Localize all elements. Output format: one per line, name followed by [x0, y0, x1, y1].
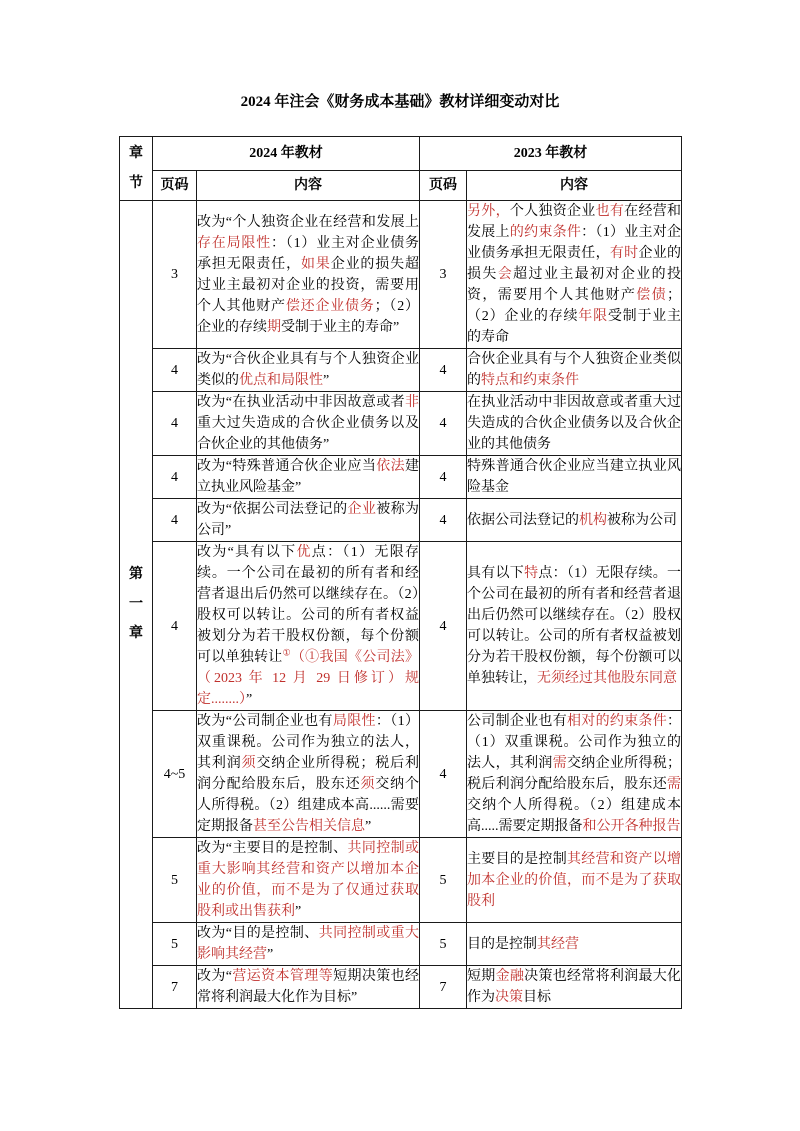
page-2024-cell: 4~5	[153, 711, 197, 838]
changed-text-segment: 营运资本管理等	[232, 969, 334, 984]
changed-text-segment: 年限	[578, 309, 608, 324]
content-2024-cell	[197, 542, 420, 711]
text-segment: ”	[246, 692, 253, 707]
text-segment: 公司制企业也有	[467, 714, 567, 729]
table-row	[120, 542, 682, 711]
text-segment: 改为“公司制企业也有	[197, 714, 333, 729]
changed-text-segment: 企业	[347, 502, 377, 517]
header-2023-edition: 2023 年教材	[420, 137, 682, 171]
text-segment: ；（2）企业的存续	[197, 298, 420, 335]
text-segment: 点：（1）无限存续。一个公司在最初的所有者和经营者退出后仍然可以继续存在。（2）股权可以转让。公司的所有者权益被划分为若干股权份额，每个份额可以单独转让	[197, 545, 420, 665]
text-segment: 改为“在执业活动中非因故意或者	[197, 395, 405, 410]
text-segment: 重大过失造成的合伙企业债务以及合伙企业的其他债务”	[197, 416, 419, 452]
table-row	[120, 923, 682, 966]
page-2023-cell: 7	[420, 966, 467, 1009]
changed-text-segment: 偿还企业债务	[285, 298, 375, 314]
content-2024-cell	[197, 349, 420, 392]
text-segment: 个人独资企业	[509, 204, 596, 219]
content-2023-cell	[467, 499, 682, 542]
page-2023-cell: 4	[420, 456, 467, 499]
page-2024-cell: 5	[153, 923, 197, 966]
text-segment: 在执业活动中非因故意或者重大过失造成的合伙企业债务以及合伙企业的其他债务	[467, 395, 681, 452]
header-content-2023: 内容	[467, 171, 682, 201]
table-row	[120, 201, 682, 349]
changed-text-segment: 其经营和资产以增加本企业的价值，而不是为了获取股利	[467, 851, 681, 909]
text-segment: 超过业主最初对企业的投资，需要用个人其他财产	[467, 267, 682, 303]
page-2024-cell: 4	[153, 392, 197, 456]
text-segment: 改为“主要目的是控制、	[197, 841, 348, 856]
table-row	[120, 499, 682, 542]
text-segment: 受制于业主的寿命	[467, 309, 682, 345]
changed-text-segment: 特点和约束条件	[481, 373, 579, 388]
text-segment: ”	[267, 947, 274, 962]
text-segment: ；（2）企业的存续	[467, 288, 682, 324]
changed-text-segment: 另外，	[467, 204, 510, 219]
page-2024-cell: 5	[153, 838, 197, 923]
changed-text-segment: 需	[667, 777, 681, 792]
page-2023-cell: 4	[420, 499, 467, 542]
changed-text-segment: 金融	[495, 969, 525, 984]
text-segment: 依据公司法登记的	[467, 512, 579, 528]
content-2023-cell	[467, 349, 682, 392]
text-segment: 改为“特殊普通合伙企业应当	[197, 459, 377, 474]
page-2024-cell: 4	[153, 542, 197, 711]
table-row	[120, 838, 682, 923]
page-2023-cell: 5	[420, 838, 467, 923]
content-2023-cell	[467, 966, 682, 1009]
text-segment: 主要目的是控制	[467, 851, 567, 867]
text-segment: ”	[295, 904, 302, 919]
text-segment: 短期决策也经常将利润最大化作为目标”	[197, 969, 420, 1005]
content-2024-cell	[197, 456, 420, 499]
table-row	[120, 711, 682, 838]
changed-text-segment: 依法	[376, 459, 406, 474]
chapter-cell	[120, 201, 153, 1009]
changed-text-segment: 存在局限性	[197, 235, 271, 251]
changed-text-segment: 其经营	[537, 936, 579, 952]
content-2023-cell	[467, 711, 682, 838]
text-segment: 改为“合伙企业具有与个人独资企业类似的	[197, 352, 419, 388]
changed-text-segment: 如果	[301, 256, 331, 272]
header-row-subcolumns	[120, 171, 682, 201]
changed-text-segment: 须	[360, 777, 376, 792]
text-segment: 改为“具有以下	[197, 545, 297, 560]
content-2023-cell	[467, 838, 682, 923]
changed-text-segment: 决策	[495, 990, 523, 1005]
text-segment: 目的是控制	[467, 936, 537, 952]
text-segment: 交纳个人所得税。（2）组建成本高.....需要定期报备	[467, 798, 681, 834]
content-2024-cell	[197, 838, 420, 923]
text-segment: 具有以下	[467, 566, 525, 581]
changed-text-segment: （①我国《公司法》（2023 年 12 月 29 日修订）规定........）	[197, 650, 420, 707]
changed-text-segment: 机构	[579, 512, 607, 528]
changed-text-segment: 相对的约束条件	[567, 714, 667, 729]
header-page-2024: 页码	[153, 171, 197, 201]
page-2023-cell: 4	[420, 392, 467, 456]
text-segment: 企业的损失超过业主最初对企业的投资，需要用个人其他财产	[197, 256, 420, 314]
changed-text-segment: 偿债	[636, 288, 668, 303]
text-segment: ：（1）业主对企业债务承担无限责任，	[467, 225, 682, 261]
changed-text-segment: 非	[405, 395, 419, 410]
content-2024-cell	[197, 966, 420, 1009]
chapter-label: 第一章	[129, 567, 143, 642]
changed-text-segment: 需	[552, 756, 568, 771]
page-2024-cell: 4	[153, 499, 197, 542]
text-segment: 交纳企业所得税；税后利润分配给股东后，股东还	[467, 756, 682, 792]
page-2023-cell: 4	[420, 542, 467, 711]
table-row	[120, 349, 682, 392]
changed-text-segment: 特	[524, 566, 539, 581]
header-chapter-label: 章节	[129, 146, 143, 191]
text-segment: ：（1）业主对企业债务承担无限责任，	[197, 235, 419, 272]
page-2023-cell: 3	[420, 201, 467, 349]
table-row	[120, 456, 682, 499]
table-header	[120, 137, 682, 201]
changed-text-segment: 共同控制或重大影响其经营	[197, 926, 419, 962]
text-segment: 特殊普通合伙企业应当建立执业风险基金	[467, 459, 681, 495]
content-2024-cell	[197, 392, 420, 456]
text-segment: 短期	[467, 969, 496, 984]
text-segment: 在经营和发展上	[467, 204, 682, 240]
changed-text-segment: 须	[241, 756, 257, 771]
text-segment: 目标	[523, 990, 551, 1005]
content-2023-cell	[467, 392, 682, 456]
page-2023-cell: 4	[420, 349, 467, 392]
text-segment: 被称为公司	[607, 512, 677, 528]
text-segment: 改为“目的是控制、	[197, 926, 319, 941]
text-segment: 合伙企业具有与个人独资企业类似的	[467, 352, 681, 388]
page-2024-cell: 4	[153, 456, 197, 499]
changed-text-segment: ①	[282, 647, 291, 658]
changed-text-segment: 也有	[595, 204, 625, 219]
header-chapter	[120, 137, 153, 201]
text-segment: ：（1）双重课税。公司作为独立的法人，其利润	[467, 714, 681, 771]
text-segment: 交纳企业所得税；税后利润分配给股东后，股东还	[197, 756, 420, 792]
content-2024-cell	[197, 711, 420, 838]
text-segment: 改为“	[197, 969, 232, 984]
text-segment: 建立执业风险基金”	[197, 459, 420, 495]
changed-text-segment: 共同控制或重大影响其经营和资产以增加本企业的价值，而不是为了仅通过获取股利或出售获利	[197, 841, 419, 919]
page-2024-cell: 3	[153, 201, 197, 349]
header-page-2023: 页码	[420, 171, 467, 201]
text-segment: 决策也经常将利润最大化作为	[467, 969, 682, 1005]
content-2024-cell	[197, 499, 420, 542]
header-row-groups	[120, 137, 682, 171]
text-segment: 企业的损失	[467, 246, 682, 282]
text-segment: 受制于业主的寿命”	[281, 319, 400, 335]
text-segment: 交纳个人所得税。（2）组建成本高......需要定期报备	[197, 777, 420, 834]
changed-text-segment: 无须经过其他股东同意	[537, 671, 677, 686]
changed-text-segment: 和公开各种报告	[582, 819, 681, 834]
page-2024-cell: 4	[153, 349, 197, 392]
table-row	[120, 966, 682, 1009]
document-title: 2024 年注会《财务成本基础》教材详细变动对比	[240, 94, 560, 110]
text-segment: 改为“依据公司法登记的	[197, 502, 348, 517]
text-segment: ：（1）双重课税。公司作为独立的法人，其利润	[197, 714, 420, 771]
changed-text-segment: 优	[296, 545, 312, 560]
table-body	[120, 201, 682, 1009]
text-segment: 被称为公司”	[197, 502, 420, 538]
changed-text-segment: 甚至公告相关信息	[253, 819, 365, 834]
changed-text-segment: 优点和局限性	[239, 373, 323, 388]
changed-text-segment: 局限性	[332, 714, 376, 729]
content-2024-cell	[197, 923, 420, 966]
content-2023-cell	[467, 201, 682, 349]
header-2024-edition: 2024 年教材	[153, 137, 420, 171]
content-2023-cell	[467, 542, 682, 711]
text-segment: ”	[365, 819, 372, 834]
text-segment: ”	[323, 373, 330, 388]
text-segment: 改为“个人独资企业在经营和发展上	[197, 214, 419, 230]
content-2023-cell	[467, 923, 682, 966]
page-2023-cell: 4	[420, 711, 467, 838]
changed-text-segment: 有时	[609, 246, 639, 261]
header-content-2024: 内容	[197, 171, 420, 201]
changed-text-segment: 的约束条件	[509, 225, 582, 240]
content-2023-cell	[467, 456, 682, 499]
changed-text-segment: 会	[497, 267, 514, 282]
changed-text-segment: 期	[267, 319, 281, 335]
page-2023-cell: 5	[420, 923, 467, 966]
table-row	[120, 392, 682, 456]
content-2024-cell	[197, 201, 420, 349]
page-2024-cell: 7	[153, 966, 197, 1009]
comparison-table	[119, 136, 682, 1009]
text-segment: 点：（1）无限存续。一个公司在最初的所有者和经营者退出后仍然可以继续存在。（2）股权可以转让。公司的所有者权益被划分为若干股权份额，每个份额可以单独转让，	[467, 566, 682, 686]
